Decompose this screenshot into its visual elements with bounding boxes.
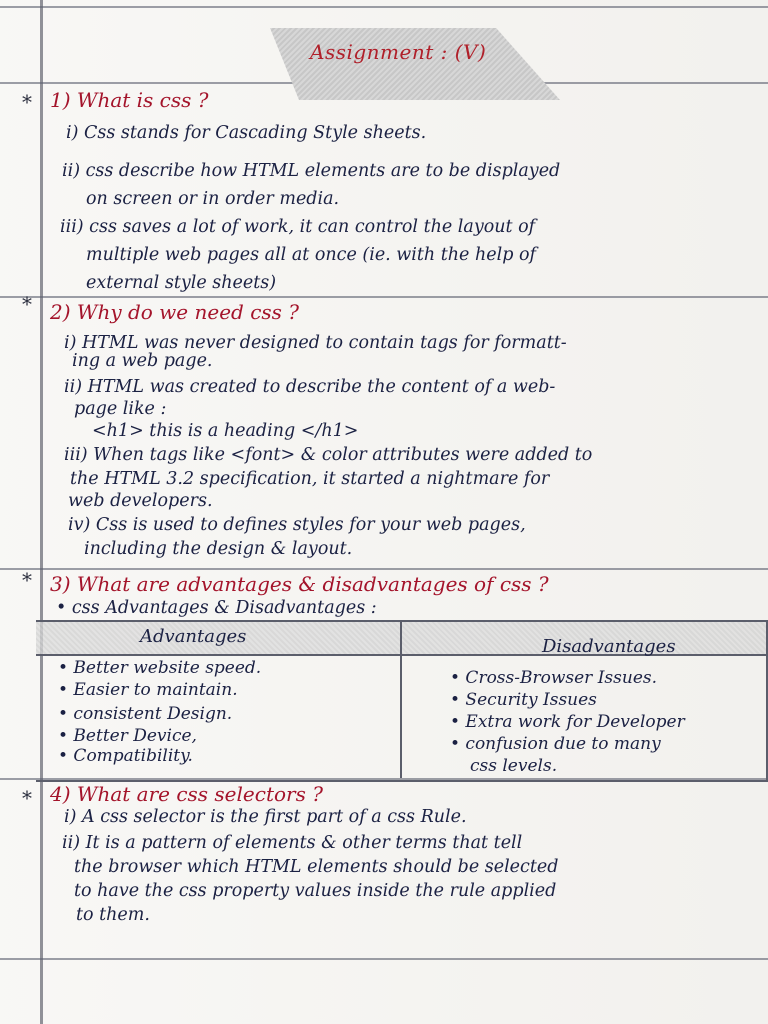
answer-line: i) HTML was never designed to contain tags for formatt- bbox=[64, 333, 567, 353]
answer-line: <h1> this is a heading </h1> bbox=[92, 421, 359, 441]
question-1: 1) What is css ? bbox=[50, 88, 209, 112]
answer-line: iv) Css is used to defines styles for your web pages, bbox=[68, 515, 526, 535]
answer-line: iii) css saves a lot of work, it can control the layout of bbox=[60, 217, 536, 237]
answer-line: web developers. bbox=[68, 491, 213, 511]
disadvantage-item: css levels. bbox=[470, 756, 558, 776]
rule-line bbox=[0, 958, 768, 960]
question-3: 3) What are advantages & disadvantages of css ? bbox=[50, 572, 549, 596]
answer-line: on screen or in order media. bbox=[86, 189, 340, 209]
answer-line: to have the css property values inside the rule applied bbox=[74, 881, 557, 901]
disadvantage-item: • Extra work for Developer bbox=[450, 712, 685, 732]
answer-line: ing a web page. bbox=[72, 351, 213, 371]
advantage-item: • Better Device, bbox=[58, 726, 197, 746]
disadvantage-item: • Security Issues bbox=[450, 690, 597, 710]
answer-line: to them. bbox=[76, 905, 150, 925]
answer-line: multiple web pages all at once (ie. with the help of bbox=[86, 245, 536, 265]
answer-line: i) A css selector is the first part of a css Rule. bbox=[64, 807, 467, 827]
question-2: 2) Why do we need css ? bbox=[50, 300, 300, 324]
answer-line: ii) css describe how HTML elements are to be displayed bbox=[62, 161, 561, 181]
star-bullet: * bbox=[22, 292, 32, 316]
page-title: Assignment : (V) bbox=[310, 40, 487, 64]
rule-line bbox=[0, 6, 768, 8]
advantage-item: • Easier to maintain. bbox=[58, 680, 238, 700]
star-bullet: * bbox=[22, 568, 32, 592]
disadvantage-item: • confusion due to many bbox=[450, 734, 661, 754]
star-bullet: * bbox=[22, 90, 32, 114]
answer-line: page like : bbox=[74, 399, 167, 419]
disadvantage-item: • Cross-Browser Issues. bbox=[450, 668, 658, 688]
answer-line: iii) When tags like <font> & color attributes were added to bbox=[64, 445, 593, 465]
rule-line bbox=[0, 568, 768, 570]
advantage-item: • consistent Design. bbox=[58, 704, 233, 724]
advantage-item: • Better website speed. bbox=[58, 658, 262, 678]
star-bullet: * bbox=[22, 786, 32, 810]
question-4: 4) What are css selectors ? bbox=[50, 782, 323, 806]
answer-line: the HTML 3.2 specification, it started a nightmare for bbox=[70, 469, 550, 489]
subheading: • css Advantages & Disadvantages : bbox=[56, 598, 377, 618]
answer-line: i) Css stands for Cascading Style sheets. bbox=[66, 123, 427, 143]
table-column-divider bbox=[400, 620, 402, 778]
disadvantages-header: Disadvantages bbox=[542, 636, 676, 657]
advantages-header: Advantages bbox=[140, 626, 247, 647]
advantage-item: • Compatibility. bbox=[58, 746, 193, 766]
answer-line: the browser which HTML elements should be selected bbox=[74, 857, 559, 877]
answer-line: ii) HTML was created to describe the content of a web- bbox=[64, 377, 556, 397]
answer-line: external style sheets) bbox=[86, 273, 277, 293]
margin-line bbox=[40, 0, 43, 1024]
rule-line bbox=[0, 296, 768, 298]
answer-line: ii) It is a pattern of elements & other terms that tell bbox=[62, 833, 523, 853]
answer-line: including the design & layout. bbox=[84, 539, 353, 559]
